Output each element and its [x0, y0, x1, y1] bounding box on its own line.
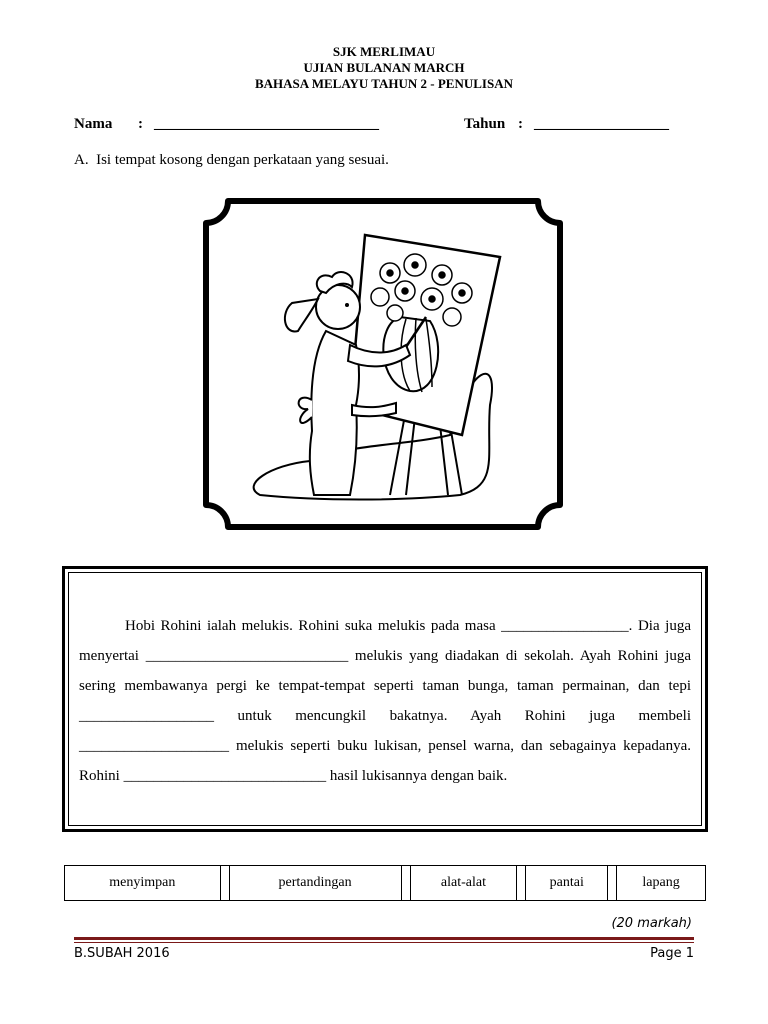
- footer-author: B.SUBAH 2016: [74, 946, 170, 961]
- exam-title: UJIAN BULANAN MARCH: [303, 60, 465, 75]
- passage-text[interactable]: Hobi Rohini ialah melukis. Rohini suka melukis pada masa _________________. Dia juga menyertai ___________________________ melukis yang diadakan di sekolah. Ayah Rohini juga sering membawanya pergi ke tempat-tempat seperti taman bunga, taman permainan, dan tepi __________________ untuk mencungkil bakatnya. Ayah Rohini juga membeli ____________________ melukis seperti buku lukisan, pensel warna, dan sebagainya kepadanya. Rohini ___________________________ hasil lukisannya dengan baik.: [79, 618, 691, 784]
- name-colon: :: [138, 116, 143, 132]
- word-bank-table: [64, 865, 706, 901]
- word-bank-separator: [220, 866, 229, 901]
- word-bank-item: pertandingan: [229, 866, 401, 901]
- subject-title: BAHASA MELAYU TAHUN 2 - PENULISAN: [255, 76, 513, 91]
- word-bank-separator: [608, 866, 617, 901]
- girl-painting-illustration: [200, 195, 566, 533]
- word-bank-item: lapang: [617, 866, 706, 901]
- word-bank-item: pantai: [526, 866, 608, 901]
- word-bank-separator: [517, 866, 526, 901]
- school-name: SJK MERLIMAU: [332, 44, 436, 59]
- year-colon: :: [518, 116, 523, 132]
- word-bank-item: alat-alat: [410, 866, 517, 901]
- footer-page-number: Page 1: [650, 946, 694, 961]
- word-bank-item: menyimpan: [65, 866, 221, 901]
- name-label: Nama: [74, 116, 113, 132]
- year-blank[interactable]: __________________: [534, 116, 669, 132]
- name-blank[interactable]: ______________________________: [154, 116, 379, 132]
- footer-rule-thin: [74, 942, 694, 943]
- passage-box-inner-border: [68, 572, 702, 826]
- passage-box: [62, 566, 708, 832]
- year-label: Tahun: [464, 116, 506, 132]
- apron-bow: [299, 398, 312, 423]
- marks-label: (20 markah): [611, 916, 692, 931]
- word-bank-separator: [401, 866, 410, 901]
- document-header: [0, 44, 768, 92]
- footer-rule-thick: [74, 937, 694, 940]
- section-instruction: A. Isi tempat kosong dengan perkataan yang sesuai.: [74, 152, 389, 168]
